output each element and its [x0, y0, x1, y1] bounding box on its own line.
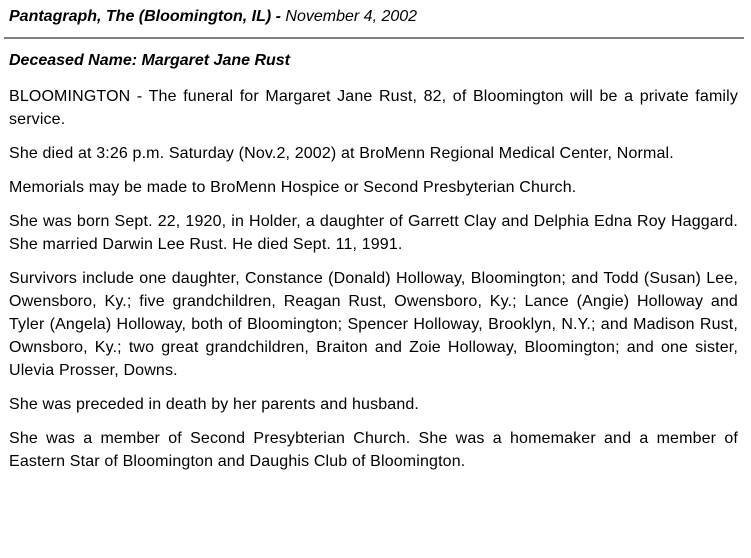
publication-name: Pantagraph, The (Bloomington, IL)	[9, 8, 272, 25]
obituary-paragraph-memorials: Memorials may be made to BroMenn Hospice or Second Presbyterian Church.	[9, 179, 577, 196]
header-divider	[4, 37, 744, 39]
publication-date: November 4, 2002	[285, 8, 418, 25]
header-separator: -	[271, 8, 286, 25]
obituary-paragraph-birth: She was born Sept. 22, 1920, in Holder, a daughter of Garrett Clay and Delphia Edna Roy Haggard. She married Darwin Lee Rust. He died Sept. 11, 1991.	[9, 213, 738, 253]
publication-header	[9, 7, 738, 27]
obituary-paragraph-membership: She was a member of Second Presybterian Church. She was a homemaker and a member of Eastern Star of Bloomington and Daughis Club of Bloomington.	[9, 430, 738, 470]
obituary-paragraph-death: She died at 3:26 p.m. Saturday (Nov.2, 2002) at BroMenn Regional Medical Center, Normal.	[9, 145, 674, 162]
obituary-paragraph-survivors: Survivors include one daughter, Constance (Donald) Holloway, Bloomington; and Todd (Susan) Lee, Owensboro, Ky.; five grandchildren, Reagan Rust, Owensboro, Ky.; Lance (Angie) Holloway and Tyler (Angela) Holloway, both of Bloomington; Spencer Holloway, Brooklyn, N.Y.; and Madison Rust, Ownsboro, Ky.; two great grandchildren, Braiton and Zoie Holloway, Bloomington; and one sister, Ulevia Prosser, Downs.	[9, 270, 738, 379]
deceased-name: Deceased Name: Margaret Jane Rust	[9, 52, 291, 69]
obituary-paragraph-preceded: She was preceded in death by her parents and husband.	[9, 396, 420, 413]
obituary-paragraph-funeral: BLOOMINGTON - The funeral for Margaret Jane Rust, 82, of Bloomington will be a private family service.	[9, 88, 738, 128]
